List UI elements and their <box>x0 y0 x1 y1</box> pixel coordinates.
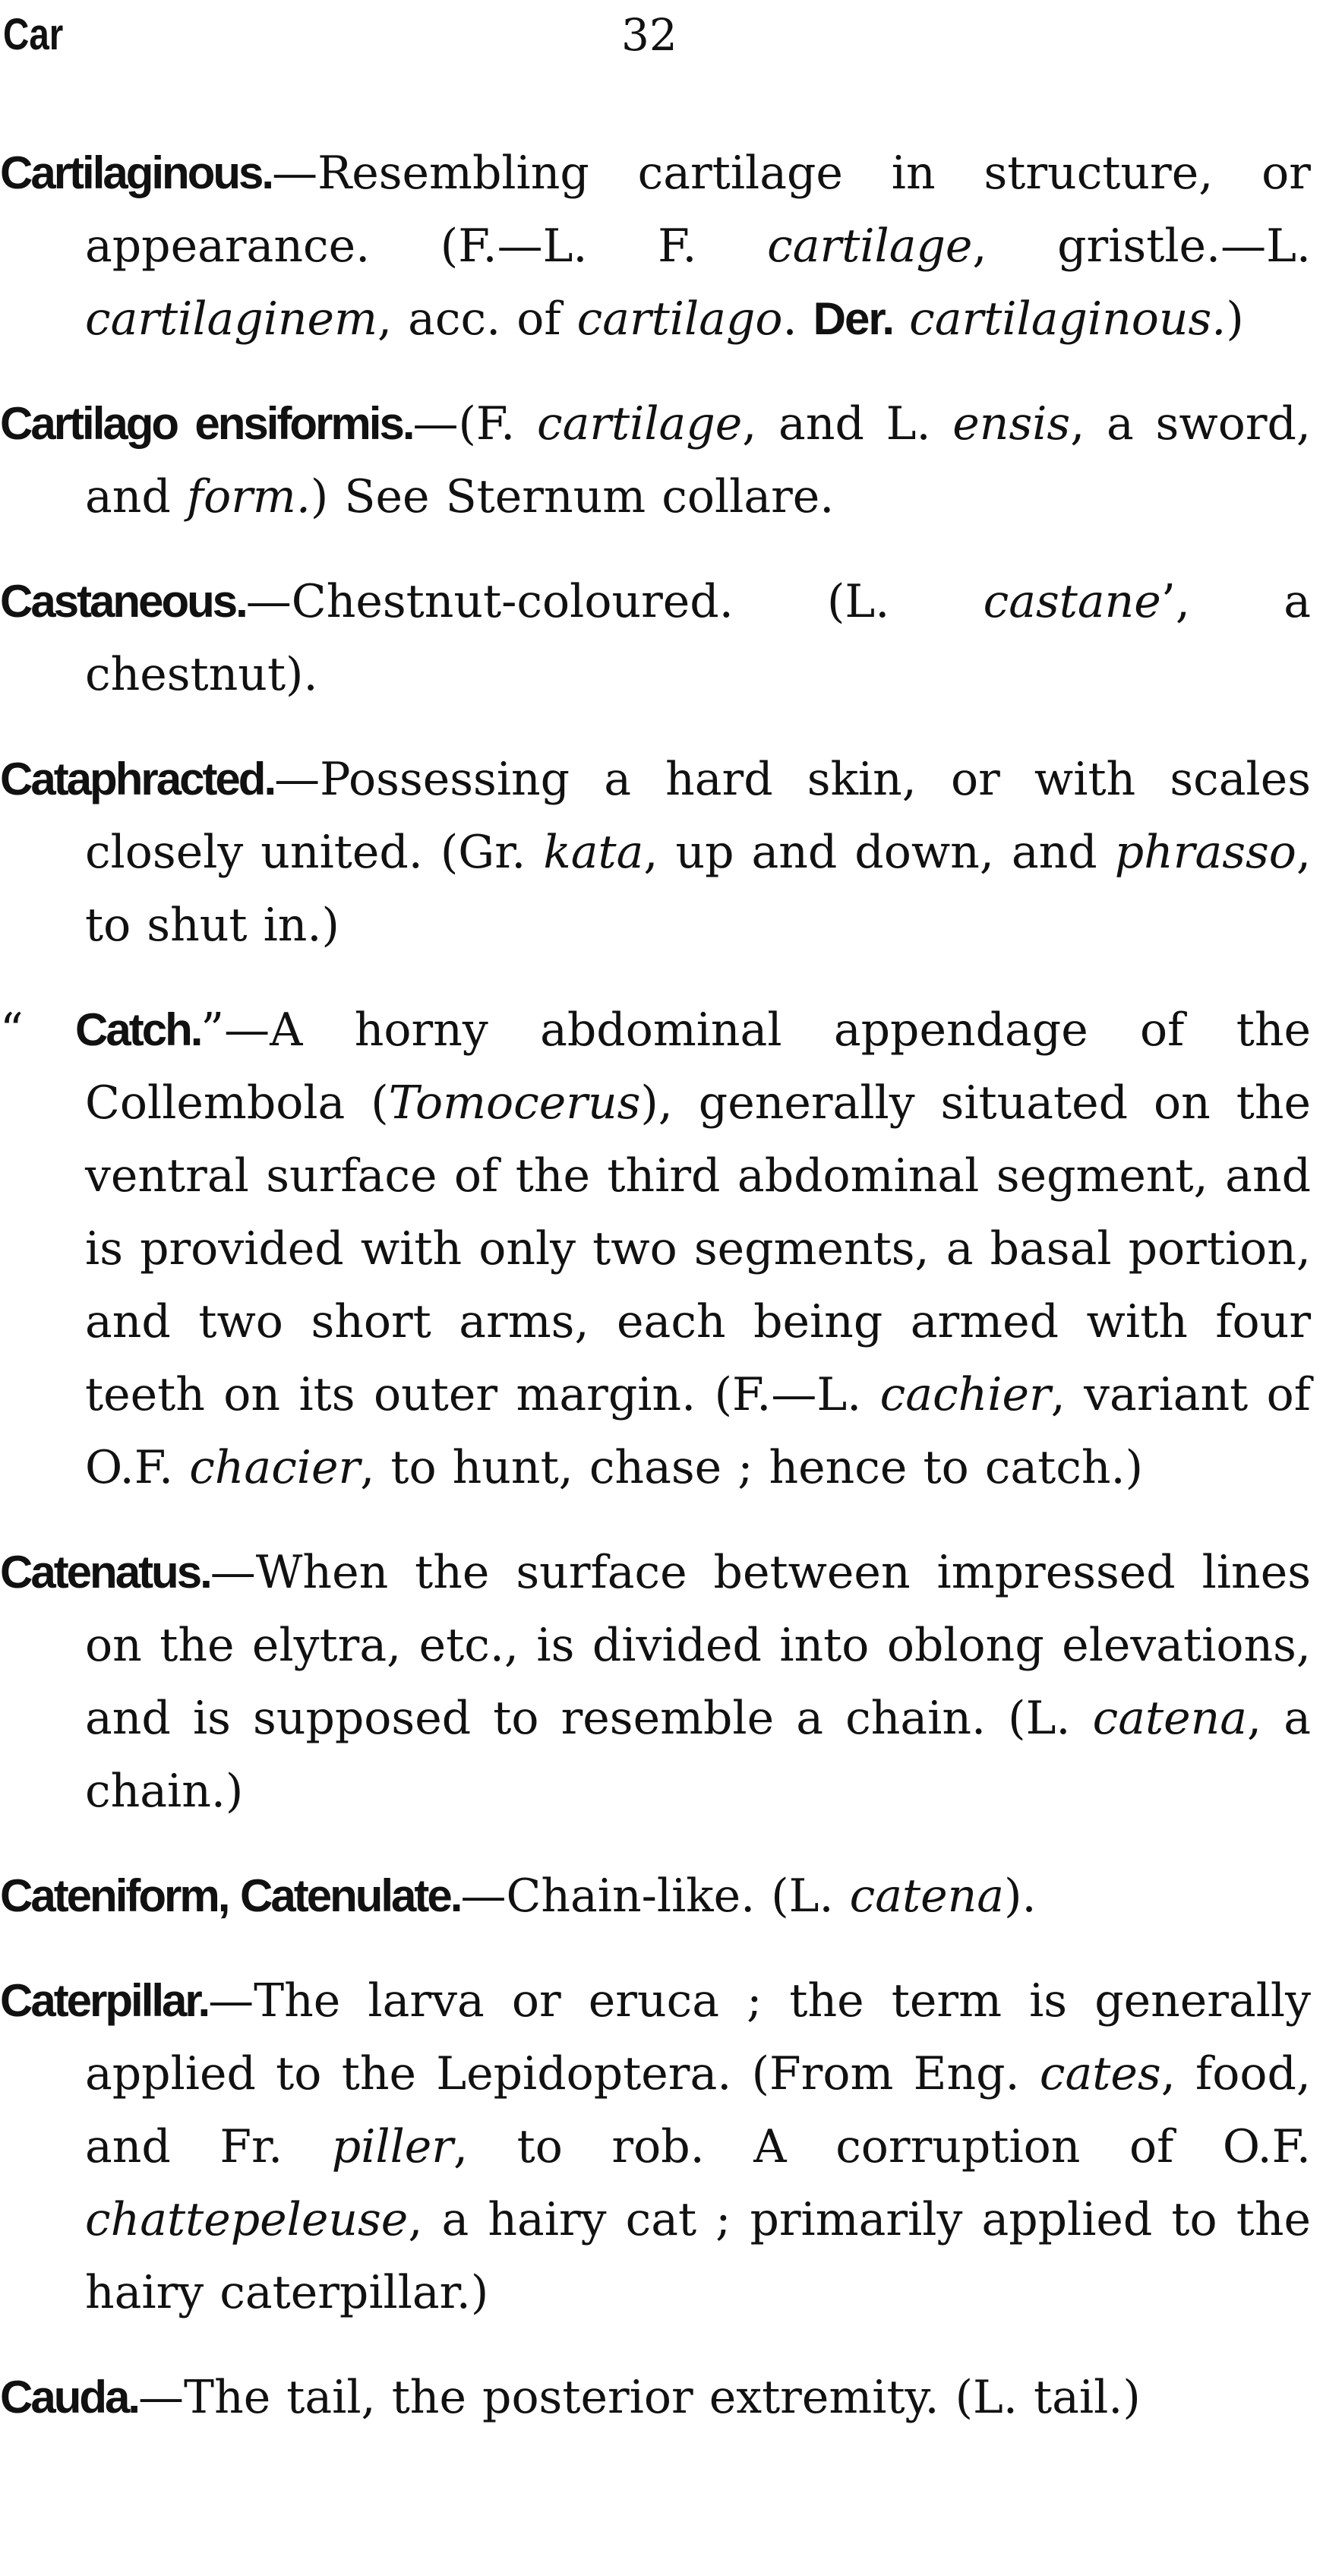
definition-text: , to rob. A corruption of O.F. <box>453 2120 1311 2173</box>
etymology-term: catena <box>1092 1692 1248 1745</box>
etymology-term: chacier <box>189 1441 361 1494</box>
etymology-term: cartilaginous. <box>909 292 1227 346</box>
definition-text: , gristle.—L. <box>972 220 1312 273</box>
headword: Cauda. <box>0 2372 139 2423</box>
close-quote: ” <box>201 1004 225 1057</box>
definition-text: Resembling cartilage in structure, or appearance. (F.—L. F. <box>85 147 1311 273</box>
page-number: 32 <box>621 9 677 61</box>
etymology-term: chattepeleuse <box>85 2193 409 2246</box>
entry-cartilago-ensiformis <box>0 387 1311 533</box>
definition-text: The tail, the posterior extremity. (L. tail.) <box>184 2371 1141 2424</box>
definition-text: ), generally situated on the ventral surface of the third abdominal segment, and is provided with only two segments, a basal portion, and two short arms, each being armed with four teeth on its outer margin. (F.—L. <box>85 1076 1311 1421</box>
definition-text: , a chain.) <box>85 1692 1311 1818</box>
entry-catenatus <box>0 1536 1311 1828</box>
etymology-term: cartilage <box>537 397 743 450</box>
etymology-term: cartilage <box>767 220 973 273</box>
definition-text: Possessing a hard skin, or with scales closely united. (Gr. <box>85 753 1311 879</box>
etymology-term: ensis <box>952 397 1071 450</box>
etymology-term: piller <box>331 2120 453 2173</box>
definition-text <box>893 292 909 346</box>
definition-text: A horny abdominal appendage of the Collembola ( <box>85 1004 1311 1130</box>
headword: Cataphracted. <box>0 754 275 804</box>
etymology-term: castane <box>983 575 1161 628</box>
definition-text: (F. <box>458 397 537 450</box>
definition-text: , up and down, and <box>643 826 1115 879</box>
etymology-term: cartilago <box>576 292 783 346</box>
etymology-term: cachier <box>879 1368 1051 1421</box>
entry-cataphracted <box>0 743 1311 962</box>
definition-text: When the surface between impressed lines on the elytra, etc., is divided into oblong elevations, and is supposed to resemble a chain. (L. <box>85 1546 1311 1745</box>
open-quote: “ <box>0 1004 76 1057</box>
etymology-term: catena <box>849 1870 1005 1923</box>
etymology-term: phrasso <box>1114 826 1296 879</box>
running-head: Car <box>3 10 64 59</box>
dictionary-entries <box>0 137 1311 2466</box>
etymology-term: form. <box>186 470 311 523</box>
dash-separator: — <box>274 753 320 806</box>
headword: Catch. <box>75 1004 201 1055</box>
headword: Caterpillar. <box>0 1975 209 2026</box>
headword: Catenatus. <box>0 1547 210 1598</box>
entry-catch <box>0 994 1311 1504</box>
entry-cartilaginous <box>0 137 1311 356</box>
dash-separator: — <box>460 1870 507 1923</box>
etymology-term: Tomocerus <box>388 1076 641 1130</box>
etymology-term: cartilaginem <box>85 292 377 346</box>
definition-text: Chain-like. (L. <box>506 1870 850 1923</box>
definition-text: , to hunt, chase ; hence to catch.) <box>360 1441 1143 1494</box>
definition-text: ) See Sternum collare. <box>310 470 835 523</box>
definition-text: , to shut in.) <box>85 826 1312 952</box>
definition-text: , and L. <box>742 397 953 450</box>
dash-separator: — <box>208 1974 254 2028</box>
derivative-label: Der. <box>813 293 894 344</box>
definition-text: , food, and Fr. <box>85 2047 1311 2173</box>
entry-caterpillar <box>0 1964 1311 2329</box>
dash-separator: — <box>245 575 292 628</box>
entry-cauda <box>0 2361 1311 2434</box>
dash-separator: — <box>138 2371 185 2424</box>
dash-separator: — <box>272 147 318 200</box>
definition-text: , a sword, and <box>85 397 1311 523</box>
page-header <box>0 5 1323 65</box>
entry-castaneous <box>0 565 1311 711</box>
definition-text: The larva or eruca ; the term is generally applied to the Lepidoptera. (From Eng. <box>85 1974 1311 2100</box>
headword: Cateniform, Catenulate. <box>0 1870 461 1921</box>
dash-separator: — <box>210 1546 256 1599</box>
headword: Cartilaginous. <box>0 147 273 198</box>
etymology-term: kata <box>543 826 644 879</box>
etymology-term: cates <box>1039 2047 1161 2100</box>
entry-cateniform-catenulate <box>0 1860 1311 1933</box>
definition-text: , a hairy cat ; primarily applied to the hairy caterpillar.) <box>85 2193 1311 2319</box>
headword: Cartilago ensiformis. <box>0 398 413 449</box>
headword: Castaneous. <box>0 576 246 627</box>
dash-separator: — <box>224 1004 270 1057</box>
definition-text: . <box>782 292 813 346</box>
definition-text: Chestnut-coloured. (L. <box>291 575 984 628</box>
definition-text: ). <box>1004 1870 1037 1923</box>
definition-text: , variant of O.F. <box>85 1368 1311 1494</box>
definition-text: ) <box>1226 292 1244 346</box>
definition-text: , acc. of <box>377 292 577 346</box>
definition-text: ’, a chestnut). <box>85 575 1311 701</box>
dash-separator: — <box>412 397 459 450</box>
